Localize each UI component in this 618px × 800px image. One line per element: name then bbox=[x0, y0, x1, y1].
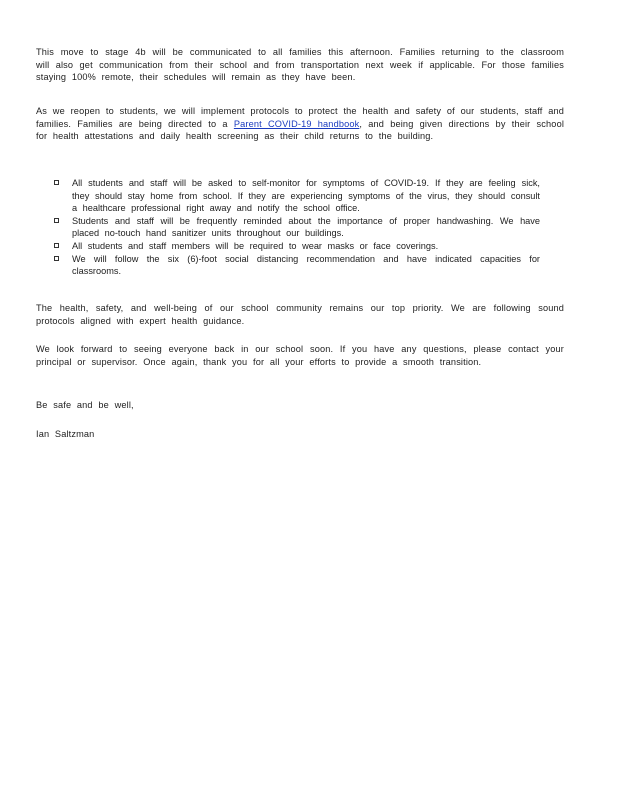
bullet-item-distancing bbox=[54, 253, 540, 278]
square-bullet-icon bbox=[54, 256, 59, 261]
bullet-text: All students and staff will be asked to self-monitor for symptoms of COVID-19. If they are feeling sick, they should stay home from school. If they are experiencing symptoms of the virus, they should consult a healthcare professional right away and notify the school office. bbox=[72, 178, 540, 214]
paragraph-protocols bbox=[36, 105, 564, 143]
bullet-item-masks bbox=[54, 240, 540, 253]
signature-name: Ian Saltzman bbox=[36, 429, 95, 439]
parent-covid-handbook-link[interactable]: Parent COVID-19 handbook bbox=[233, 118, 360, 129]
closing-line: Be safe and be well, bbox=[36, 400, 134, 410]
square-bullet-icon bbox=[54, 218, 59, 223]
safety-bullet-list bbox=[54, 177, 540, 278]
bullet-text: We will follow the six (6)-foot social distancing recommendation and have indicated capacities for classrooms. bbox=[72, 253, 540, 277]
bullet-text: Students and staff will be frequently reminded about the importance of proper handwashing. We have placed no-touch hand sanitizer units throughout our buildings. bbox=[72, 215, 540, 239]
square-bullet-icon bbox=[54, 180, 59, 185]
bullet-item-handwashing bbox=[54, 215, 540, 240]
square-bullet-icon bbox=[54, 243, 59, 248]
bullet-item-self-monitor bbox=[54, 177, 540, 215]
bullet-text: All students and staff members will be required to wear masks or face coverings. bbox=[72, 240, 439, 251]
paragraph-look-forward: We look forward to seeing everyone back in our school soon. If you have any questions, please contact your principal or supervisor. Once again, thank you for all your efforts to provide a smooth transition. bbox=[36, 344, 564, 367]
paragraph-priority: The health, safety, and well-being of our school community remains our top priority. We are following sound protocols aligned with expert health guidance. bbox=[36, 303, 564, 326]
paragraph-protocols-text-before: As we reopen to students, we will implement protocols to protect the health and safety of our students, staff and families. Families are being directed to a bbox=[36, 106, 564, 129]
paragraph-protocols-text-after: , and being given directions by their school for health attestations and daily health screening as their child returns to the building. bbox=[36, 118, 565, 142]
paragraph-stage-4b: This move to stage 4b will be communicated to all families this afternoon. Families returning to the classroom will also get communication from their school and from transportation next week if applicable. For those families staying 100% remote, their schedules will remain as they have been. bbox=[36, 47, 564, 83]
